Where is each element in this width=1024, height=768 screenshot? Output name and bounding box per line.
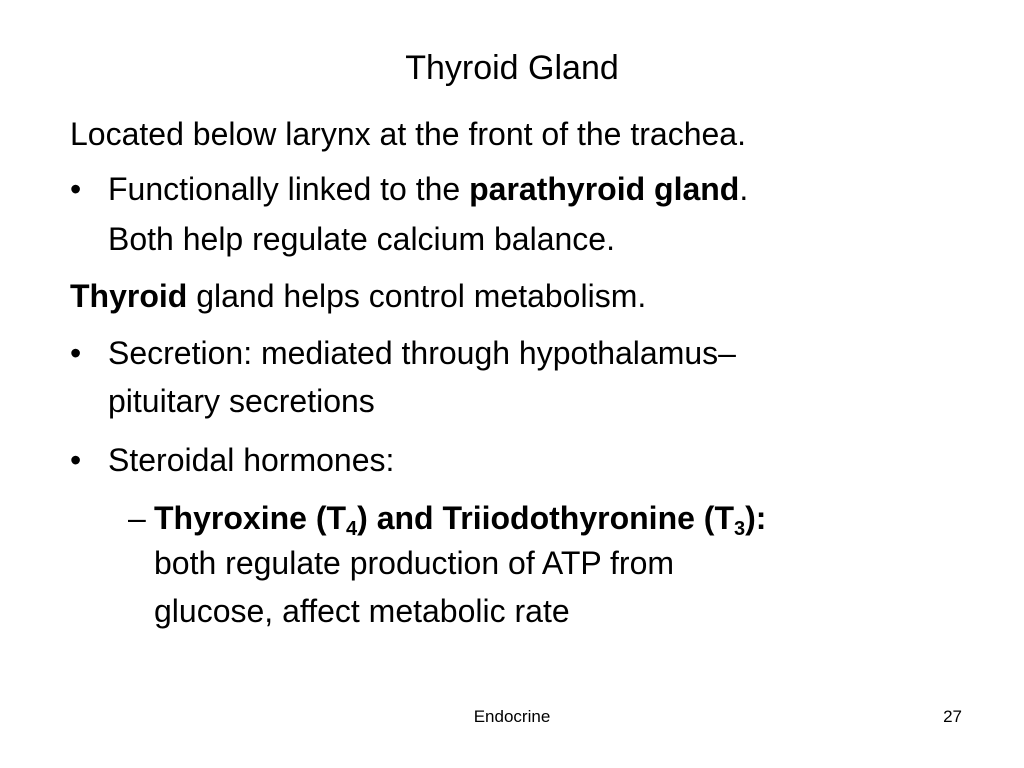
sub-bullet-marker: –	[128, 500, 146, 536]
sub-bullet-line3: glucose, affect metabolic rate	[154, 593, 570, 629]
paragraph-location: Located below larynx at the front of the trachea.	[70, 116, 746, 152]
bullet-marker: •	[70, 171, 82, 207]
paragraph-thyroid	[70, 272, 646, 320]
bold-term: parathyroid gland	[469, 171, 740, 207]
sub-bullet-line2: both regulate production of ATP from	[154, 545, 675, 581]
paragraph-text: gland helps control metabolism.	[187, 278, 647, 314]
subscript: 4	[346, 518, 358, 540]
bold-term: Thyroid	[70, 278, 188, 314]
bullet-text: Functionally linked to the	[108, 171, 470, 207]
bullet-item-linked-line2: Both help regulate calcium balance.	[108, 221, 615, 257]
bold-text: ) and Triiodothyronine (T	[357, 500, 734, 536]
sub-bullet-hormones	[154, 494, 766, 542]
bullet-item-steroidal: Steroidal hormones:	[108, 442, 395, 478]
subscript: 3	[734, 518, 746, 540]
bullet-item-secretion-line2: pituitary secretions	[108, 383, 375, 419]
bullet-item-secretion: Secretion: mediated through hypothalamus–	[108, 335, 736, 371]
footer-section-label: Endocrine	[473, 707, 551, 726]
slide-title: Thyroid Gland	[405, 49, 619, 87]
bold-term	[154, 500, 767, 540]
bold-text: Thyroxine (T	[154, 500, 347, 536]
bullet-text: .	[739, 171, 749, 207]
page-number: 27	[943, 707, 962, 726]
bullet-marker: •	[70, 442, 82, 478]
bullet-marker: •	[70, 335, 82, 371]
bullet-item-linked	[108, 165, 748, 213]
bold-text: ):	[745, 500, 767, 536]
